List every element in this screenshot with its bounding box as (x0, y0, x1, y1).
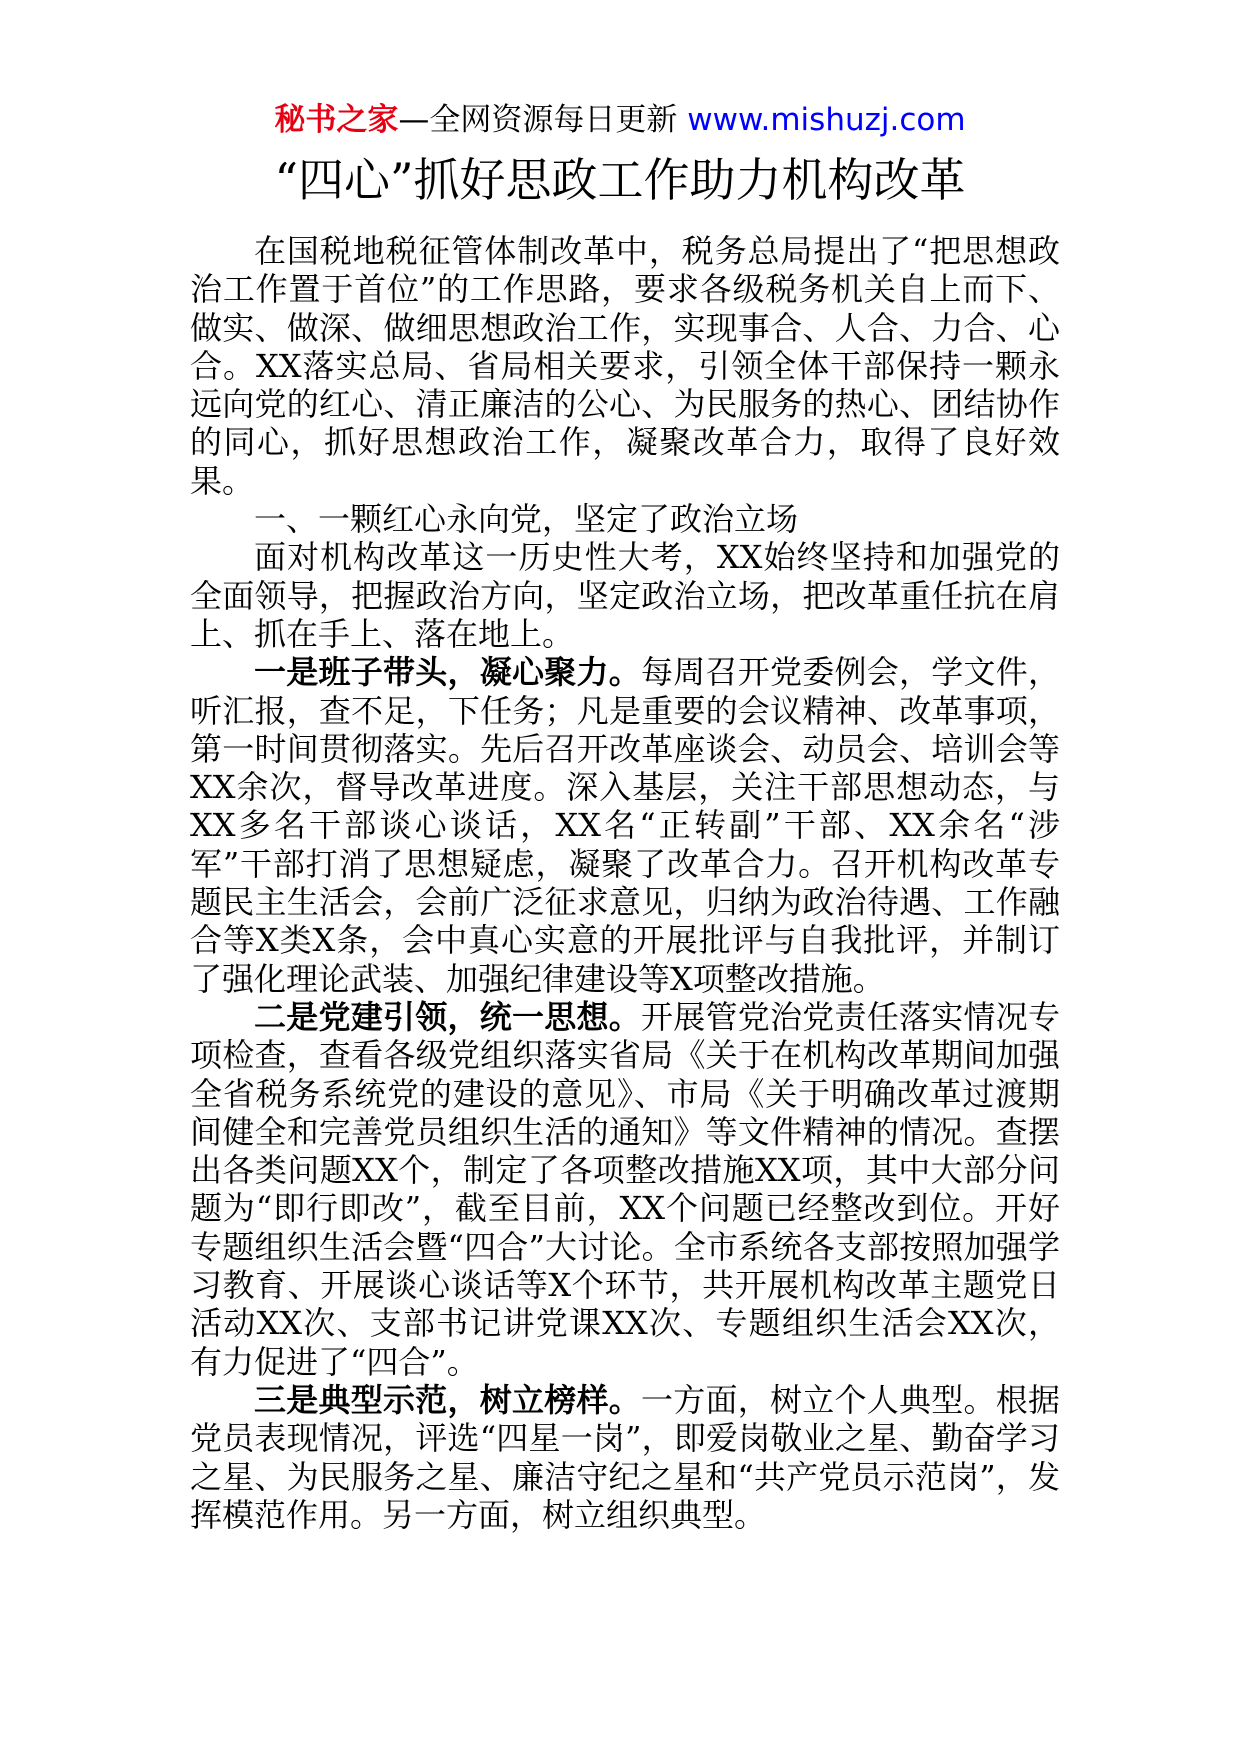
document-body (190, 232, 1060, 1534)
paragraph-text: 在国税地税征管体制改革中，税务总局提出了“把思想政治工作置于首位”的工作思路，要求各级税务机关自上而下、做实、做深、做细思想政治工作，实现事合、人合、力合、心合。XX落实总局、省局相关要求，引领全体干部保持一颗永远向党的红心、清正廉洁的公心、为民服务的热心、团结协作的同心，抓好思想政治工作，凝聚改革合力，取得了良好效果。 (190, 232, 1060, 500)
paragraph-text: 每周召开党委例会，学文件，听汇报，查不足，下任务；凡是重要的会议精神、改革事项，第一时间贯彻落实。先后召开改革座谈会、动员会、培训会等XX余次，督导改革进度。深入基层，关注干部思想动态，与XX多名干部谈心谈话，XX名“正转副”干部、XX余名“涉军”干部打消了思想疑虑，凝聚了改革合力。召开机构改革专题民主生活会，会前广泛征求意见，归纳为政治待遇、工作融合等X类X条，会中真心实意的开展批评与自我批评，并制订了强化理论武装、加强纪律建设等X项整改措施。 (190, 653, 1060, 998)
paragraph-intro (190, 232, 1060, 500)
section-heading-text: 一、一颗红心永向党，坚定了政治立场 (254, 500, 799, 539)
paragraph-text: 开展管党治党责任落实情况专项检查，查看各级党组织落实省局《关于在机构改革期间加强全省税务系统党的建设的意见》、市局《关于明确改革过渡期间健全和完善党员组织生活的通知》等文件精神的情况。查摆出各类问题XX个，制定了各项整改措施XX项，其中大部分问题为“即行即改”，截至目前，XX个问题已经整改到位。开好专题组织生活会暨“四合”大讨论。全市系统各支部按照加强学习教育、开展谈心谈话等X个环节，共开展机构改革主题党日活动XX次、支部书记讲党课XX次、专题组织生活会XX次，有力促进了“四合”。 (190, 997, 1060, 1381)
paragraph-text: 面对机构改革这一历史性大考，XX始终坚持和加强党的全面领导，把握政治方向，坚定政治立场，把改革重任抗在肩上、抓在手上、落在地上。 (190, 538, 1060, 653)
brand-name: 秘书之家 (274, 102, 399, 138)
point-lead: 三是典型示范，树立榜样。 (254, 1380, 641, 1419)
site-header (0, 100, 1240, 140)
paragraph-point-1 (190, 653, 1060, 998)
paragraph-section-intro (190, 538, 1060, 653)
header-slogan: —全网资源每日更新 (398, 102, 688, 138)
section-heading (190, 500, 1060, 538)
paragraph-text: 一方面，树立个人典型。根据党员表现情况，评选“四星一岗”，即爱岗敬业之星、勤奋学习之星、为民服务之星、廉洁守纪之星和“共产党员示范岗”，发挥模范作用。另一方面，树立组织典型。 (190, 1380, 1060, 1534)
document-title: “四心”抓好思政工作助力机构改革 (274, 153, 966, 207)
paragraph-point-2 (190, 998, 1060, 1381)
point-lead: 一是班子带头，凝心聚力。 (254, 653, 641, 692)
site-url-link[interactable]: www.mishuzj.com (687, 102, 966, 138)
point-lead: 二是党建引领，统一思想。 (254, 997, 641, 1036)
paragraph-point-3 (190, 1381, 1060, 1534)
